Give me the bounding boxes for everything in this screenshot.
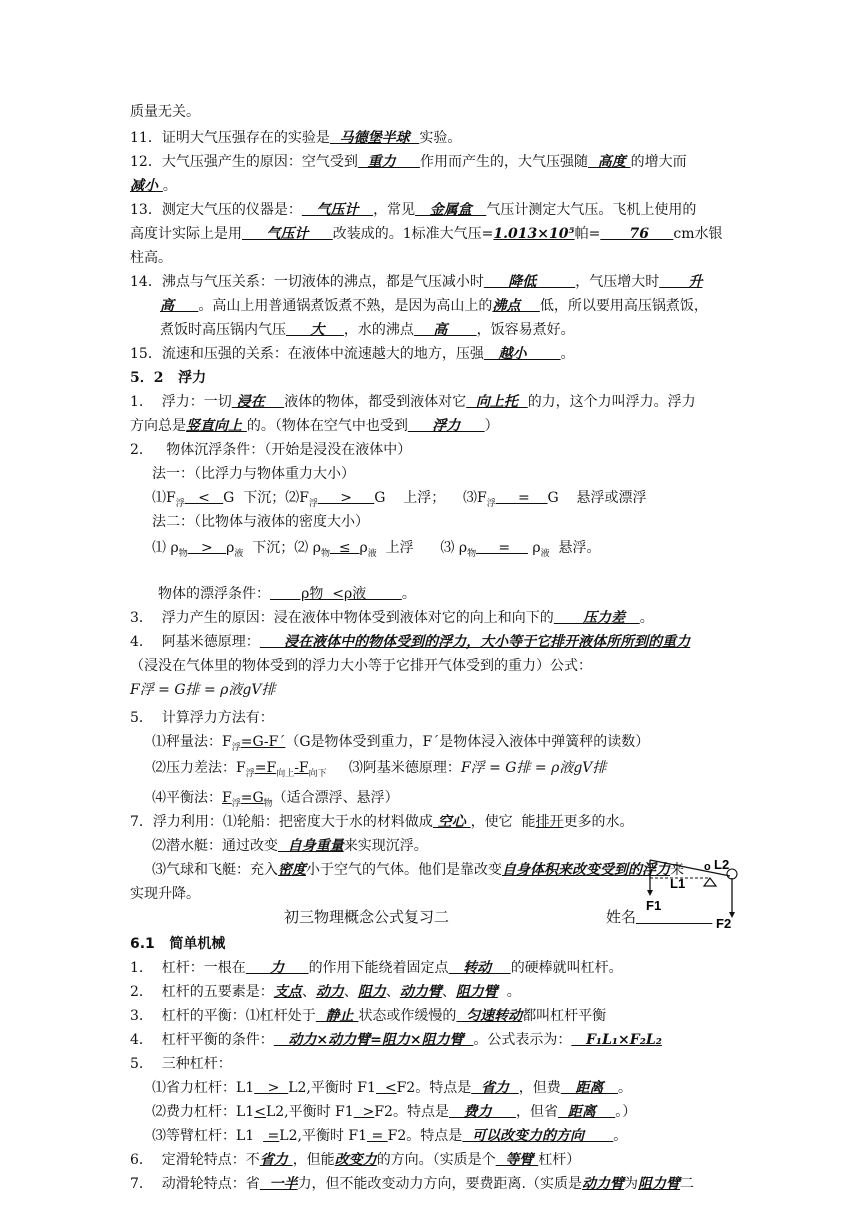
fill-in-answer: 高度 bbox=[587, 154, 631, 170]
text-line bbox=[130, 224, 723, 244]
label-l1: L1 bbox=[670, 876, 686, 891]
text-segment: 物 bbox=[467, 548, 477, 559]
fill-in-answer: 省力 bbox=[471, 1080, 519, 1096]
text-line bbox=[160, 320, 575, 340]
text-segment: G 悬浮或漂浮 bbox=[547, 490, 647, 506]
text-segment: 液 bbox=[540, 548, 550, 559]
text-segment: 二 bbox=[680, 1176, 695, 1192]
text-line bbox=[130, 1150, 580, 1170]
text-segment: 杠杆） bbox=[538, 1152, 581, 1168]
text-segment: 作用而产生的，大气压强随 bbox=[419, 154, 588, 170]
text-segment: 力，但不能改变动力方向，要费距离.（实质是 bbox=[297, 1176, 583, 1192]
fill-in-answer: 一半 bbox=[259, 1176, 298, 1192]
text-line bbox=[130, 1174, 694, 1194]
text-segment: 。公式表示为： bbox=[473, 1032, 572, 1048]
text-segment: 液 bbox=[367, 548, 377, 559]
fill-in-answer: 向上托 bbox=[466, 394, 528, 410]
text-line bbox=[152, 788, 399, 814]
text-segment: =G-F´ bbox=[240, 734, 286, 750]
text-segment: 煮饭时高压锅内气压 bbox=[160, 322, 286, 338]
fill-in-answer: 空心 bbox=[432, 814, 471, 830]
text-line bbox=[130, 392, 696, 412]
text-segment: > bbox=[254, 1080, 289, 1096]
text-segment: ρ bbox=[226, 540, 235, 556]
text-segment: ⑴F bbox=[152, 490, 176, 506]
text-segment: （浸没在气体里的物体受到的浮力大小等于它排开气体受到的重力）公式： bbox=[130, 658, 592, 674]
text-segment: 。 bbox=[162, 178, 177, 194]
text-segment: （G是物体受到重力，F´是物体浸入液体中弹簧秤的读数） bbox=[285, 734, 650, 750]
text-segment: 悬浮。 bbox=[549, 540, 601, 556]
text-line bbox=[130, 416, 499, 436]
fill-in-answer: 降低 bbox=[483, 274, 576, 290]
text-segment: F2。特点是 bbox=[387, 1128, 463, 1144]
fill-in-answer: 密度 bbox=[278, 862, 306, 878]
fill-in-answer: 越小 bbox=[483, 346, 561, 362]
text-segment: 实现升降。 bbox=[130, 886, 200, 902]
text-segment: 。高山上用普通锅煮饭煮不熟，是因为高山上的 bbox=[198, 298, 493, 314]
text-segment: 液 bbox=[234, 548, 244, 559]
fill-in-answer: 浮力 bbox=[407, 418, 485, 434]
text-segment: 的作用下能绕着固定点 bbox=[308, 960, 449, 976]
text-segment: 浮 bbox=[308, 498, 318, 509]
text-segment: 物 bbox=[320, 548, 330, 559]
text-segment: G 上浮； ⑶F bbox=[374, 490, 487, 506]
text-line bbox=[152, 758, 606, 784]
text-segment: 为 bbox=[624, 1176, 639, 1192]
text-segment: 14．沸点与气压关系：一切液体的沸点，都是气压减小时 bbox=[130, 274, 484, 290]
text-segment: 小于空气的气体。他们是靠改变 bbox=[306, 862, 502, 878]
text-line bbox=[130, 440, 411, 460]
fill-in-answer: 金属盒 bbox=[415, 202, 487, 218]
text-segment: 。） bbox=[615, 1104, 637, 1120]
text-segment: 。 bbox=[617, 1080, 632, 1096]
text-segment: 浮 bbox=[231, 798, 241, 809]
text-segment: ≤ bbox=[330, 540, 360, 556]
text-segment: 物体的漂浮条件： bbox=[158, 586, 270, 602]
text-segment: 、 bbox=[301, 984, 316, 1000]
text-segment: =F bbox=[254, 760, 277, 776]
fill-in-answer: 转动 bbox=[448, 960, 511, 976]
fill-in-answer: 支点 bbox=[273, 984, 302, 1000]
text-segment: 12．大气压强产生的原因：空气受到 bbox=[130, 154, 358, 170]
text-segment: 来实现沉浮。 bbox=[343, 838, 428, 854]
text-segment: 浮 bbox=[486, 498, 496, 509]
text-line bbox=[130, 680, 275, 700]
fill-in-answer: 高 bbox=[413, 322, 477, 338]
text-line bbox=[152, 512, 369, 532]
text-segment: ，但能 bbox=[292, 1152, 335, 1168]
text-line bbox=[152, 1126, 627, 1146]
name-label: 姓名 bbox=[606, 908, 637, 926]
text-line bbox=[152, 538, 601, 564]
label-f2: F2 bbox=[716, 916, 732, 930]
text-segment: > bbox=[353, 1104, 375, 1120]
text-segment: 5． 三种杠杆： bbox=[130, 1056, 232, 1072]
fill-in-answer: 减小 bbox=[130, 178, 163, 194]
text-segment: ⑵压力差法：F bbox=[152, 760, 246, 776]
text-segment: F2。特点是 bbox=[374, 1104, 449, 1120]
text-segment: = bbox=[476, 540, 528, 556]
text-segment: L2,平衡时 F1 bbox=[265, 1104, 354, 1120]
fill-in-answer: 动力 bbox=[315, 984, 344, 1000]
text-line bbox=[152, 836, 428, 856]
text-segment: ρ物 <ρ液 bbox=[270, 586, 402, 602]
text-segment: 。 bbox=[497, 984, 521, 1000]
fill-in-answer: 改变力 bbox=[334, 1152, 377, 1168]
text-segment: 3． 杠杆的平衡：⑴杠杆处于 bbox=[130, 1008, 316, 1024]
fill-in-answer: 竖直向上 bbox=[186, 418, 247, 434]
text-segment: 上浮 ⑶ ρ bbox=[376, 540, 468, 556]
fill-in-answer: 可以改变力的方向 bbox=[462, 1128, 614, 1144]
text-segment: 物 bbox=[178, 548, 188, 559]
text-line bbox=[152, 464, 355, 484]
text-line bbox=[130, 344, 575, 364]
text-segment: ，水的沸点 bbox=[343, 322, 414, 338]
text-segment: 液体的物体，都受到液体对它 bbox=[284, 394, 467, 410]
text-segment: 1． 杠杆：一根在 bbox=[130, 960, 246, 976]
text-segment: ⑷平衡法： bbox=[152, 790, 222, 806]
text-segment: 7．浮力利用：⑴轮船：把密度大于水的材料做成 bbox=[130, 814, 433, 830]
text-segment: < bbox=[184, 490, 224, 506]
text-segment: L2,平衡时 F1 bbox=[279, 1128, 368, 1144]
section-title-text: 初三物理概念公式复习二 bbox=[284, 908, 450, 926]
text-segment: 浮 bbox=[231, 742, 241, 753]
text-segment: ，常见 bbox=[373, 202, 416, 218]
text-segment: ⑴ ρ bbox=[152, 540, 179, 556]
text-line bbox=[130, 176, 177, 196]
text-segment: ⑶阿基米德原理： bbox=[326, 760, 461, 776]
text-line bbox=[130, 608, 654, 628]
fill-in-answer: 1.013×10⁵ bbox=[493, 226, 575, 242]
text-line bbox=[130, 128, 461, 148]
text-segment: ，饭容易煮好。 bbox=[476, 322, 575, 338]
fill-in-answer: 阻力臂 bbox=[455, 984, 498, 1000]
text-segment: 质量无关。 bbox=[130, 104, 200, 120]
text-segment: ⑶气球和飞艇：充入 bbox=[152, 862, 278, 878]
text-line bbox=[152, 860, 684, 880]
text-segment: 的增大而 bbox=[630, 154, 687, 170]
text-segment: 、 bbox=[343, 984, 358, 1000]
fulcrum-triangle bbox=[704, 878, 716, 886]
text-segment: （适合漂浮、悬浮） bbox=[272, 790, 399, 806]
fill-in-answer: 阻力臂 bbox=[638, 1176, 681, 1192]
text-segment: > bbox=[187, 540, 227, 556]
fill-in-answer: 沸点 bbox=[492, 298, 540, 314]
text-line bbox=[152, 488, 647, 514]
text-line bbox=[130, 152, 687, 172]
text-segment: 向上 bbox=[276, 768, 295, 779]
text-segment: 15．流速和压强的关系：在液体中流速越大的地方，压强 bbox=[130, 346, 484, 362]
text-segment: ⑵费力杠杆：L1 bbox=[152, 1104, 255, 1120]
text-segment: 4． 阿基米德原理： bbox=[130, 634, 260, 650]
text-segment: 改装成的。1标准大气压= bbox=[332, 226, 494, 242]
text-segment: 。 bbox=[401, 586, 416, 602]
text-line bbox=[152, 1102, 636, 1122]
text-segment: 物 bbox=[263, 798, 273, 809]
text-segment: 1． 浮力：一切 bbox=[130, 394, 232, 410]
text-segment: 来 bbox=[670, 862, 684, 878]
text-segment: > bbox=[318, 490, 375, 506]
text-segment: ，气压增大时 bbox=[575, 274, 660, 290]
text-line bbox=[130, 632, 690, 652]
text-segment: 6.1 简单机械 bbox=[130, 936, 226, 952]
text-segment: 5．2 浮力 bbox=[130, 370, 207, 386]
text-segment: 。 bbox=[639, 610, 654, 626]
text-segment: 向下 bbox=[308, 768, 327, 779]
text-line bbox=[130, 1054, 232, 1074]
fill-in-answer: 浸在液体中的物体受到的浮力，大小等于它排开液体所所到的重力 bbox=[259, 634, 691, 650]
fill-in-answer: 省力 bbox=[259, 1152, 293, 1168]
text-segment: 低，所以要用高压锅煮饭， bbox=[539, 298, 708, 314]
text-line bbox=[130, 934, 225, 954]
text-line bbox=[152, 1078, 632, 1098]
text-line bbox=[130, 1030, 662, 1050]
text-segment: 帕= bbox=[574, 226, 601, 242]
text-line bbox=[130, 812, 634, 832]
fill-in-answer: 自身重量 bbox=[278, 838, 344, 854]
text-segment: 都叫杠杆平衡 bbox=[522, 1008, 607, 1024]
text-line bbox=[130, 368, 206, 388]
section-title bbox=[284, 906, 449, 928]
text-segment: ，但省 bbox=[515, 1104, 558, 1120]
text-segment: 法一：（比浮力与物体重力大小） bbox=[152, 466, 355, 482]
text-segment: ρ bbox=[527, 540, 541, 556]
text-segment: 气压计测定大气压。飞机上使用的 bbox=[486, 202, 697, 218]
text-line bbox=[130, 708, 274, 728]
text-line bbox=[130, 982, 521, 1002]
text-segment: =G bbox=[240, 790, 264, 806]
text-segment: 4． 杠杆平衡的条件： bbox=[130, 1032, 274, 1048]
text-segment: 3． 浮力产生的原因：浸在液体中物体受到液体对它的向上和向下的 bbox=[130, 610, 554, 626]
text-segment: 2． 物体沉浮条件：（开始是浸没在液体中） bbox=[130, 442, 412, 458]
fill-in-answer: 高 bbox=[160, 298, 199, 314]
text-segment: 状态或作缓慢的 bbox=[358, 1008, 457, 1024]
text-line bbox=[158, 584, 416, 604]
text-segment: 的。（物体在空气中也受到 bbox=[246, 418, 408, 434]
text-segment: ，但费 bbox=[518, 1080, 561, 1096]
text-segment: 的力，这个力叫浮力。浮力 bbox=[527, 394, 696, 410]
fill-in-answer: 马德堡半球 bbox=[329, 130, 420, 146]
text-segment: F浮 = G排 = ρ液gV排 bbox=[460, 760, 607, 776]
text-segment: ） bbox=[484, 418, 499, 434]
text-segment: = bbox=[367, 1128, 388, 1144]
text-segment: 。 bbox=[613, 1128, 628, 1144]
text-segment: 下沉；⑵ ρ bbox=[243, 540, 321, 556]
text-segment: 。 bbox=[560, 346, 575, 362]
fill-in-answer: 费力 bbox=[448, 1104, 516, 1120]
text-segment: 7． 动滑轮特点：省 bbox=[130, 1176, 260, 1192]
text-line bbox=[130, 200, 696, 220]
fill-in-answer: 距离 bbox=[560, 1080, 618, 1096]
text-segment: 11．证明大气压强存在的实验是 bbox=[130, 130, 330, 146]
text-segment: 柱高。 bbox=[130, 250, 172, 266]
label-f1: F1 bbox=[646, 898, 662, 913]
text-segment: ，使它 能 bbox=[470, 814, 536, 830]
text-line bbox=[130, 248, 172, 268]
fill-in-answer: 力 bbox=[245, 960, 309, 976]
fill-in-answer: 重力 bbox=[357, 154, 420, 170]
fill-in-answer: 气压计 bbox=[242, 226, 333, 242]
text-segment: 的硬棒就叫杠杆。 bbox=[510, 960, 623, 976]
text-segment: F浮 = G排 = ρ液gV排 bbox=[130, 682, 276, 698]
text-segment: ρ bbox=[359, 540, 368, 556]
text-segment: 浮 bbox=[175, 498, 185, 509]
fill-in-answer: 浸在 bbox=[231, 394, 285, 410]
fill-in-answer: 动力臂 bbox=[582, 1176, 625, 1192]
text-segment: 的方向。（实质是个 bbox=[376, 1152, 496, 1168]
text-segment: ⑴秤量法：F bbox=[152, 734, 232, 750]
text-line bbox=[130, 102, 200, 122]
fill-in-answer: 升 bbox=[659, 274, 703, 290]
fill-in-answer: 动力臂 bbox=[399, 984, 442, 1000]
fill-in-answer: 匀速转动 bbox=[456, 1008, 523, 1024]
text-segment: ⑴省力杠杆：L1 bbox=[152, 1080, 255, 1096]
fill-in-answer: 阻力 bbox=[357, 984, 386, 1000]
fill-in-answer: 大 bbox=[286, 322, 344, 338]
text-line bbox=[130, 656, 592, 676]
text-segment: 13．测定大气压的仪器是： bbox=[130, 202, 302, 218]
text-segment: 6． 定滑轮特点：不 bbox=[130, 1152, 260, 1168]
fill-in-answer: 动力×动力臂=阻力×阻力臂 bbox=[273, 1032, 474, 1048]
text-segment: < bbox=[375, 1080, 397, 1096]
text-segment: 2． 杠杆的五要素是： bbox=[130, 984, 274, 1000]
fill-in-answer: 等臂 bbox=[495, 1152, 539, 1168]
text-line bbox=[130, 272, 702, 292]
text-line bbox=[130, 1006, 606, 1026]
text-segment: cm水银 bbox=[673, 226, 723, 242]
text-line bbox=[130, 958, 623, 978]
text-segment: 、 bbox=[441, 984, 456, 1000]
text-segment: L2,平衡时 F1 bbox=[288, 1080, 376, 1096]
label-o: o bbox=[704, 861, 711, 873]
text-segment: -F bbox=[294, 760, 309, 776]
f1-arrow bbox=[647, 890, 653, 896]
label-l2: L2 bbox=[714, 857, 730, 872]
text-segment: ⑵潜水艇：通过改变 bbox=[152, 838, 278, 854]
lever-diagram bbox=[646, 850, 746, 930]
text-line bbox=[130, 884, 200, 904]
text-segment: 法二：（比物体与液体的密度大小） bbox=[152, 514, 369, 530]
text-line bbox=[152, 732, 649, 758]
text-segment: F bbox=[222, 790, 232, 806]
fill-in-answer: 自身体积来改变受到的浮力 bbox=[502, 862, 670, 878]
text-segment: < bbox=[254, 1104, 266, 1120]
text-segment: 更多的水。 bbox=[563, 814, 634, 830]
text-segment: F2。特点是 bbox=[396, 1080, 472, 1096]
text-segment: 高度计实际上是用 bbox=[130, 226, 242, 242]
text-segment: = bbox=[495, 490, 548, 506]
text-segment: 方向总是 bbox=[130, 418, 186, 434]
fill-in-answer: 压力差 bbox=[553, 610, 640, 626]
fill-in-answer: F₁L₁×F₂L₂ bbox=[571, 1032, 662, 1048]
text-segment: = bbox=[263, 1128, 280, 1144]
fill-in-answer: 静止 bbox=[315, 1008, 359, 1024]
text-segment: ⑶等臂杠杆：L1 bbox=[152, 1128, 264, 1144]
text-segment: 5． 计算浮力方法有： bbox=[130, 710, 274, 726]
text-segment: 实验。 bbox=[419, 130, 462, 146]
fill-in-answer: 76 bbox=[600, 226, 674, 242]
text-line bbox=[160, 296, 708, 316]
text-segment: 、 bbox=[385, 984, 400, 1000]
fill-in-answer: 距离 bbox=[557, 1104, 616, 1120]
fill-in-answer: 气压计 bbox=[301, 202, 374, 218]
text-segment: 浮 bbox=[245, 768, 255, 779]
text-segment: G 下沉；⑵F bbox=[223, 490, 309, 506]
text-segment: 排开 bbox=[535, 814, 564, 830]
